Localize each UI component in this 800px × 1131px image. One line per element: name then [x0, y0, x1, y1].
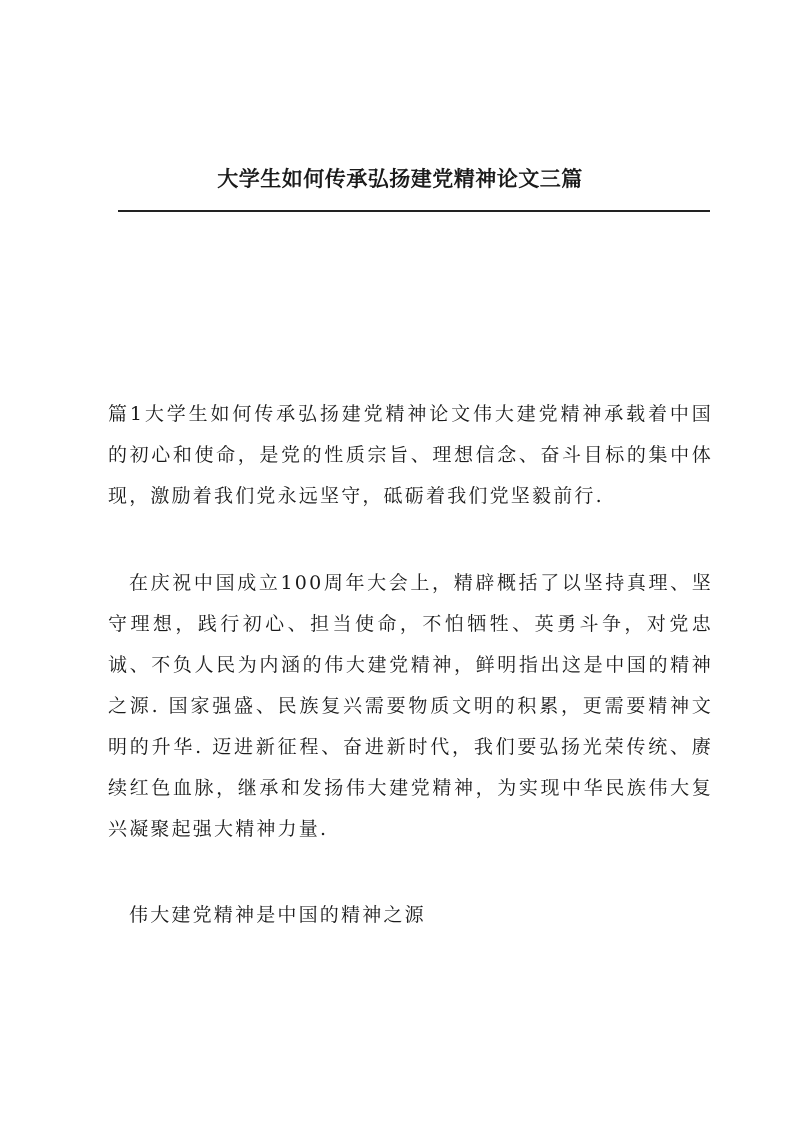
title-underline	[118, 210, 710, 212]
paragraph-1: 篇1大学生如何传承弘扬建党精神论文伟大建党精神承载着中国的初心和使命，是党的性质宗旨、理想信念、奋斗目标的集中体现，激励着我们党永远坚守，砥砺着我们党坚毅前行.	[108, 403, 713, 507]
document-title: 大学生如何传承弘扬建党精神论文三篇	[217, 167, 583, 191]
paragraph-2: 在庆祝中国成立100周年大会上，精辟概括了以坚持真理、坚守理想，践行初心、担当使命，不怕牺牲、英勇斗争，对党忠诚、不负人民为内涵的伟大建党精神，鲜明指出这是中国的精神之源. 国家强盛、民族复兴需要物质文明的积累，更需要精神文明的升华. 迈进新征程、奋进新时代，我们要弘扬光荣传统、赓续红色血脉，继承和发扬伟大建党精神，为实现中华民族伟大复兴凝聚起强大精神力量.	[108, 572, 713, 840]
section-heading: 伟大建党精神是中国的精神之源	[129, 904, 426, 926]
